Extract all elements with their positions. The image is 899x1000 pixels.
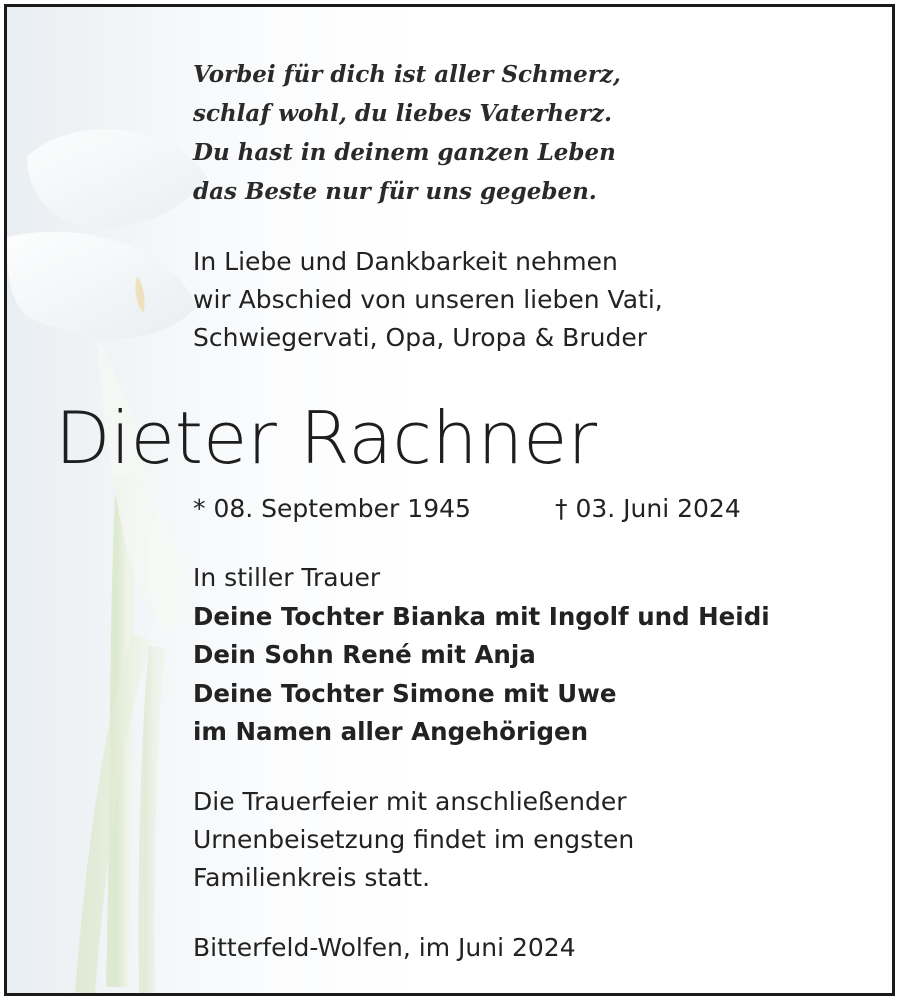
mourner-line: Deine Tochter Simone mit Uwe [193,678,617,708]
funeral-line: Familienkreis statt. [193,863,431,892]
mourner-line: Deine Tochter Bianka mit Ingolf und Heidi [193,601,770,631]
intro-line: In Liebe und Dankbarkeit nehmen [193,247,618,276]
poem-line: Vorbei für dich ist aller Schmerz, [193,61,621,88]
poem-line: das Beste nur für uns gegeben. [193,178,597,205]
mourner-line: Dein Sohn René mit Anja [193,640,536,669]
mourners-block [193,559,770,752]
funeral-line: Die Trauerfeier mit anschließender [193,787,627,816]
birth-date: * 08. September 1945 [193,494,471,523]
funeral-line: Urnenbeisetzung findet im engsten [193,825,635,854]
death-date: † 03. Juni 2024 [555,494,741,523]
mourner-line: im Namen aller Angehörigen [193,717,589,746]
place-and-date: Bitterfeld-Wolfen, im Juni 2024 [193,933,576,962]
intro-line: Schwiegervati, Opa, Uropa & Bruder [193,323,647,352]
deceased-name: Dieter Rachner [55,396,598,480]
intro-text [193,243,663,357]
poem-line: Du hast in deinem ganzen Leben [193,139,616,166]
poem-line: schlaf wohl, du liebes Vaterherz. [193,100,612,127]
poem [193,55,621,211]
mourning-intro: In stiller Trauer [193,563,381,592]
funeral-notice [193,783,634,897]
intro-line: wir Abschied von unseren lieben Vati, [193,285,663,314]
life-dates [193,490,793,528]
obituary-card [4,4,895,996]
